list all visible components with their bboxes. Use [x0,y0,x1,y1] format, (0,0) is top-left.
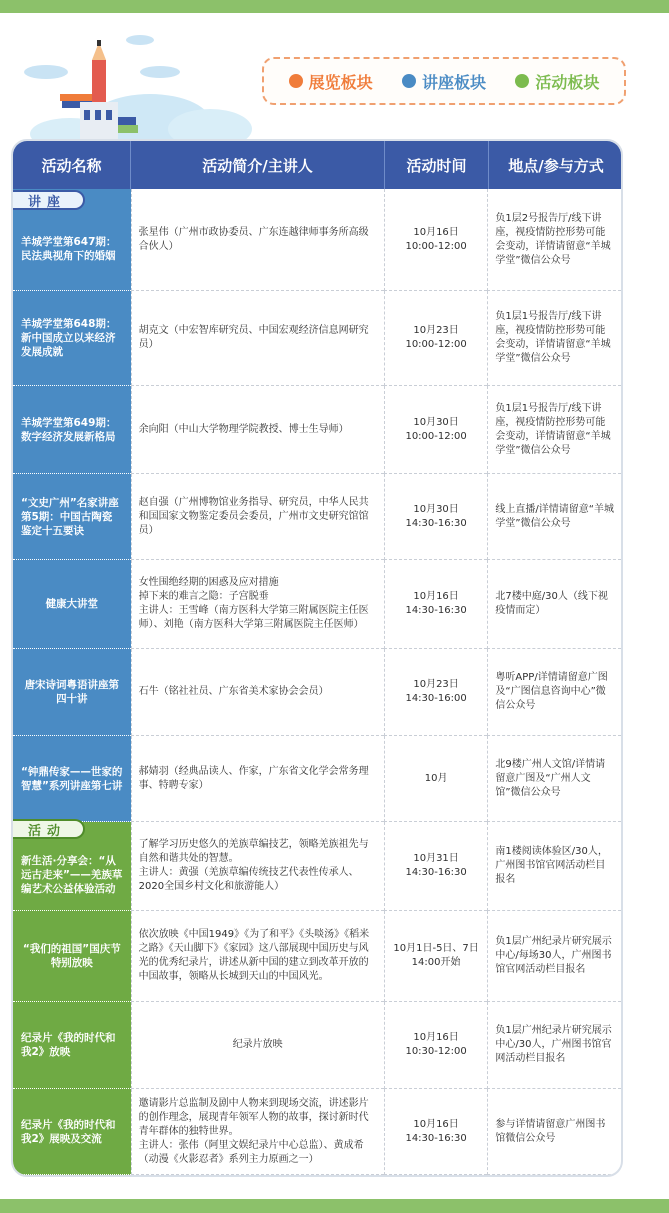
category-legend [262,57,626,105]
table-row [13,560,621,649]
activity-intro: 胡克文（中宏智库研究员、中国宏观经济信息网研究员） [131,291,384,386]
activity-time: 10月16日 10:00-12:00 [384,189,488,291]
table-row [13,911,621,1002]
table-row [13,474,621,560]
activity-place: 参与详情请留意广州图书馆微信公众号 [487,1089,621,1175]
activity-place: 北9楼广州人文馆/详情请留意广图及“广州人文馆”微信公众号 [487,736,621,822]
bottom-band [0,1199,669,1213]
activity-intro: 郝婧羽（经典品读人、作家，广东省文化学会常务理事、特聘专家） [131,736,384,822]
activity-intro: 邀请影片总监制及剧中人物来到现场交流，讲述影片的创作理念，展现青年领军人物的故事，探讨新时代青年群体的独特世界。 主讲人：张伟（阿里文娱纪录片中心总监）、黄成希（动漫《火影忍者》系列主力原画之一） [131,1089,384,1175]
activity-place: 负1层广州纪录片研究展示中心/每场30人，广州图书馆官网活动栏目报名 [487,911,621,1002]
pencil-tower-illustration [80,40,118,142]
table-row [13,736,621,822]
section-tag-lecture: 讲座 [11,190,85,210]
header-intro: 活动简介/主讲人 [131,141,385,189]
header-activity-name: 活动名称 [13,141,131,189]
activity-time: 10月16日 14:30-16:30 [384,1089,488,1175]
activity-time: 10月1日-5日、7日 14:00开始 [384,911,488,1002]
activity-time: 10月30日 10:00-12:00 [384,386,488,474]
activity-name: “我们的祖国”国庆节特别放映 [13,911,131,1002]
legend-lecture [402,70,486,93]
activity-place: 北7楼中庭/30人（线下视疫情而定） [487,560,621,649]
top-band [0,0,669,13]
activity-name: 羊城学堂第648期：新中国成立以来经济发展成就 [13,291,131,386]
activity-time: 10月23日 14:30-16:00 [384,649,488,736]
header-time: 活动时间 [385,141,489,189]
legend-label: 活动板块 [535,72,600,92]
activity-time: 10月23日 10:00-12:00 [384,291,488,386]
legend-exhibition [289,70,373,93]
activity-name: 羊城学堂第647期：民法典视角下的婚姻 [13,189,131,291]
activity-dot-icon [515,74,529,88]
activity-time: 10月31日 14:30-16:30 [384,822,488,911]
header-place: 地点/参与方式 [508,156,604,175]
activity-name: 纪录片《我的时代和我2》展映及交流 [13,1089,131,1175]
activity-place: 南1楼阅读体验区/30人，广州图书馆官网活动栏目报名 [487,822,621,911]
table-row [13,822,621,911]
activity-name: 唐宋诗词粤语讲座第四十讲 [13,649,131,736]
table-row [13,386,621,474]
activity-place: 线上直播/详情请留意“羊城学堂”微信公众号 [487,474,621,560]
activity-place: 负1层广州纪录片研究展示中心/30人，广州图书馆官网活动栏目报名 [487,1002,621,1089]
activity-time: 10月 [384,736,488,822]
lecture-dot-icon [402,74,416,88]
exhibition-dot-icon [289,74,303,88]
legend-label: 展览板块 [308,72,373,92]
activity-intro: 女性围绝经期的困惑及应对措施 掉下来的难言之隐：子宫脱垂 主讲人：王雪峰（南方医科大学第三附属医院主任医师）、刘艳（南方医科大学第三附属医院主任医师） [131,560,384,649]
activity-table [11,139,623,1177]
activity-name: 健康大讲堂 [13,560,131,649]
section-tag-activity: 活动 [11,819,85,839]
table-row [13,189,621,291]
legend-activity [515,70,599,93]
activity-time: 10月16日 14:30-16:30 [384,560,488,649]
activity-intro: 张星伟（广州市政协委员、广东连越律师事务所高级合伙人） [131,189,384,291]
activity-name: 纪录片《我的时代和我2》放映 [13,1002,131,1089]
activity-time: 10月16日 10:30-12:00 [384,1002,488,1089]
table-row [13,291,621,386]
activity-name: “文史广州”名家讲座第5期：中国古陶瓷鉴定十五要诀 [13,474,131,560]
table-row [13,1089,621,1175]
table-row [13,1002,621,1089]
activity-intro: 石牛（铭社社员、广东省美术家协会会员） [131,649,384,736]
activity-name: 羊城学堂第649期：数字经济发展新格局 [13,386,131,474]
activity-intro: 依次放映《中国1949》《为了和平》《头啖汤》《稻米之路》《天山脚下》《家园》这八部展现中国历史与风光的优秀纪录片，讲述从新中国的建立到改革开放的中国故事，领略从长城到天山的中国风光。 [131,911,384,1002]
table-row [13,649,621,736]
activity-intro: 纪录片放映 [131,1002,384,1089]
library-illustration [0,14,260,144]
activity-intro: 余向阳（中山大学物理学院教授、博士生导师） [131,386,384,474]
activity-intro: 了解学习历史悠久的羌族草编技艺，领略羌族祖先与自然和谐共处的智慧。 主讲人：黄强（羌族草编传统技艺代表性传承人、2020全国乡村文化和旅游能人） [131,822,384,911]
activity-place: 负1层2号报告厅/线下讲座，视疫情防控形势可能会变动，详情请留意“羊城学堂”微信公众号 [487,189,621,291]
activity-time: 10月30日 14:30-16:30 [384,474,488,560]
activity-intro: 赵自强（广州博物馆业务指导、研究员，中华人民共和国国家文物鉴定委员会委员，广州市文史研究馆馆员） [131,474,384,560]
activity-place: 负1层1号报告厅/线下讲座，视疫情防控形势可能会变动，详情请留意“羊城学堂”微信公众号 [487,386,621,474]
activity-place: 粤听APP/详情请留意广图及“广图信息咨询中心”微信公众号 [487,649,621,736]
table-header [13,141,623,189]
activity-name: “钟鼎传家——世家的智慧”系列讲座第七讲 [13,736,131,822]
activity-place: 负1层1号报告厅/线下讲座，视疫情防控形势可能会变动，详情请留意“羊城学堂”微信公众号 [487,291,621,386]
activity-name: 新生活·分享会：“从远古走来”——羌族草编艺术公益体验活动 [13,822,131,911]
legend-label: 讲座板块 [421,72,486,92]
